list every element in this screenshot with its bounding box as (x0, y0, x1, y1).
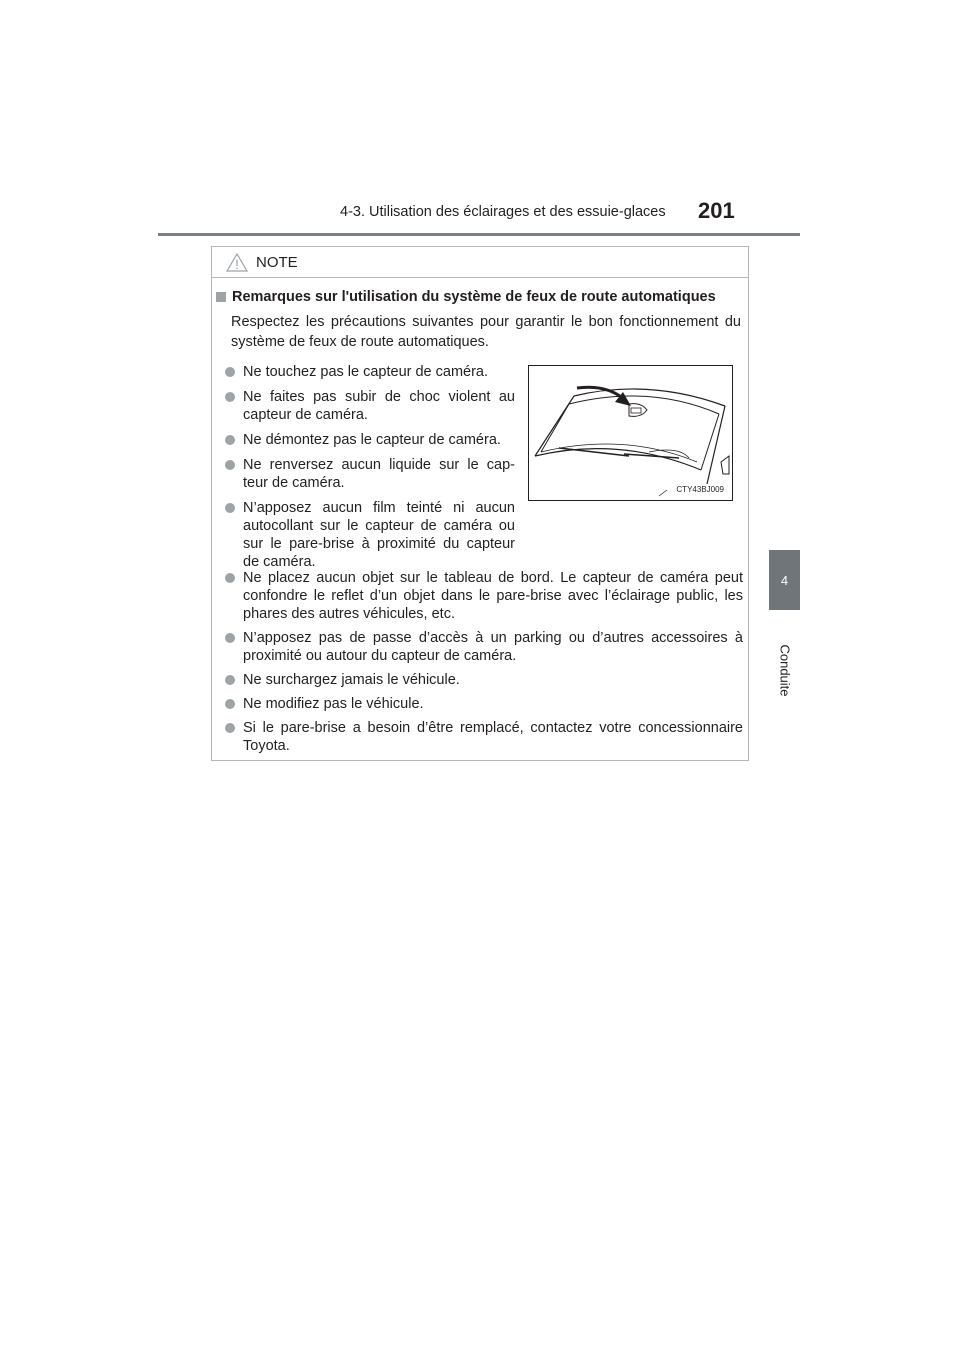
bullet-icon (225, 367, 235, 377)
chapter-number: 4 (780, 572, 789, 588)
bullet-icon (225, 460, 235, 470)
section-header: 4-3. Utilisation des éclairages et des essuie-glaces (340, 204, 666, 220)
list-item: Ne modifiez pas le véhicule. (225, 695, 743, 713)
figure-code: CTY43BJ009 (676, 485, 724, 494)
bullet-icon (225, 503, 235, 513)
header-rule (158, 233, 800, 236)
bullet-icon (225, 633, 235, 643)
note-box (211, 246, 749, 761)
bullet-icon (225, 723, 235, 733)
chapter-tab (769, 550, 800, 610)
list-item: Ne démontez pas le capteur de caméra. (225, 431, 515, 449)
note-title: NOTE (256, 253, 298, 271)
list-item: Ne placez aucun objet sur le tableau de bord. Le capteur de caméra peut confondre le reflet d’un objet dans le pare-brise avec l’éclairage public, les phares des autres véhicules, etc. (225, 569, 743, 623)
list-item: N’apposez pas de passe d’accès à un parking ou d’autres accessoires à proximité ou autour du capteur de caméra. (225, 629, 743, 665)
list-item: Ne touchez pas le capteur de caméra. (225, 363, 515, 381)
precautions-list-full (225, 569, 743, 761)
windshield-drawing (529, 366, 732, 500)
list-item: Ne renversez aucun liquide sur le cap-teur de caméra. (225, 456, 515, 492)
bullet-icon (225, 573, 235, 583)
square-bullet-icon (216, 292, 226, 302)
intro-paragraph: Respectez les précautions suivantes pour garantir le bon fonctionnement du système de feux de route automatiques. (231, 314, 741, 350)
note-header (212, 247, 748, 278)
bullet-icon (225, 392, 235, 402)
list-item: Ne faites pas subir de choc violent au capteur de caméra. (225, 388, 515, 424)
precautions-list-left (225, 363, 515, 578)
warning-triangle-icon (226, 253, 248, 272)
bullet-icon (225, 435, 235, 445)
chapter-label: Conduite (777, 643, 793, 697)
page-number: 201 (698, 198, 735, 223)
list-item: N’apposez aucun film teinté ni aucun autocollant sur le capteur de caméra ou sur le pare-brise à proximité du capteur de caméra. (225, 499, 515, 571)
bullet-icon (225, 675, 235, 685)
section-heading (216, 289, 742, 305)
list-item: Ne surchargez jamais le véhicule. (225, 671, 743, 689)
windshield-camera-illustration (528, 365, 733, 501)
list-item: Si le pare-brise a besoin d’être remplacé, contactez votre concessionnaire Toyota. (225, 719, 743, 755)
chapter-label-wrap (765, 643, 805, 697)
section-heading-text: Remarques sur l'utilisation du système de feux de route automatiques (232, 289, 716, 305)
bullet-icon (225, 699, 235, 709)
